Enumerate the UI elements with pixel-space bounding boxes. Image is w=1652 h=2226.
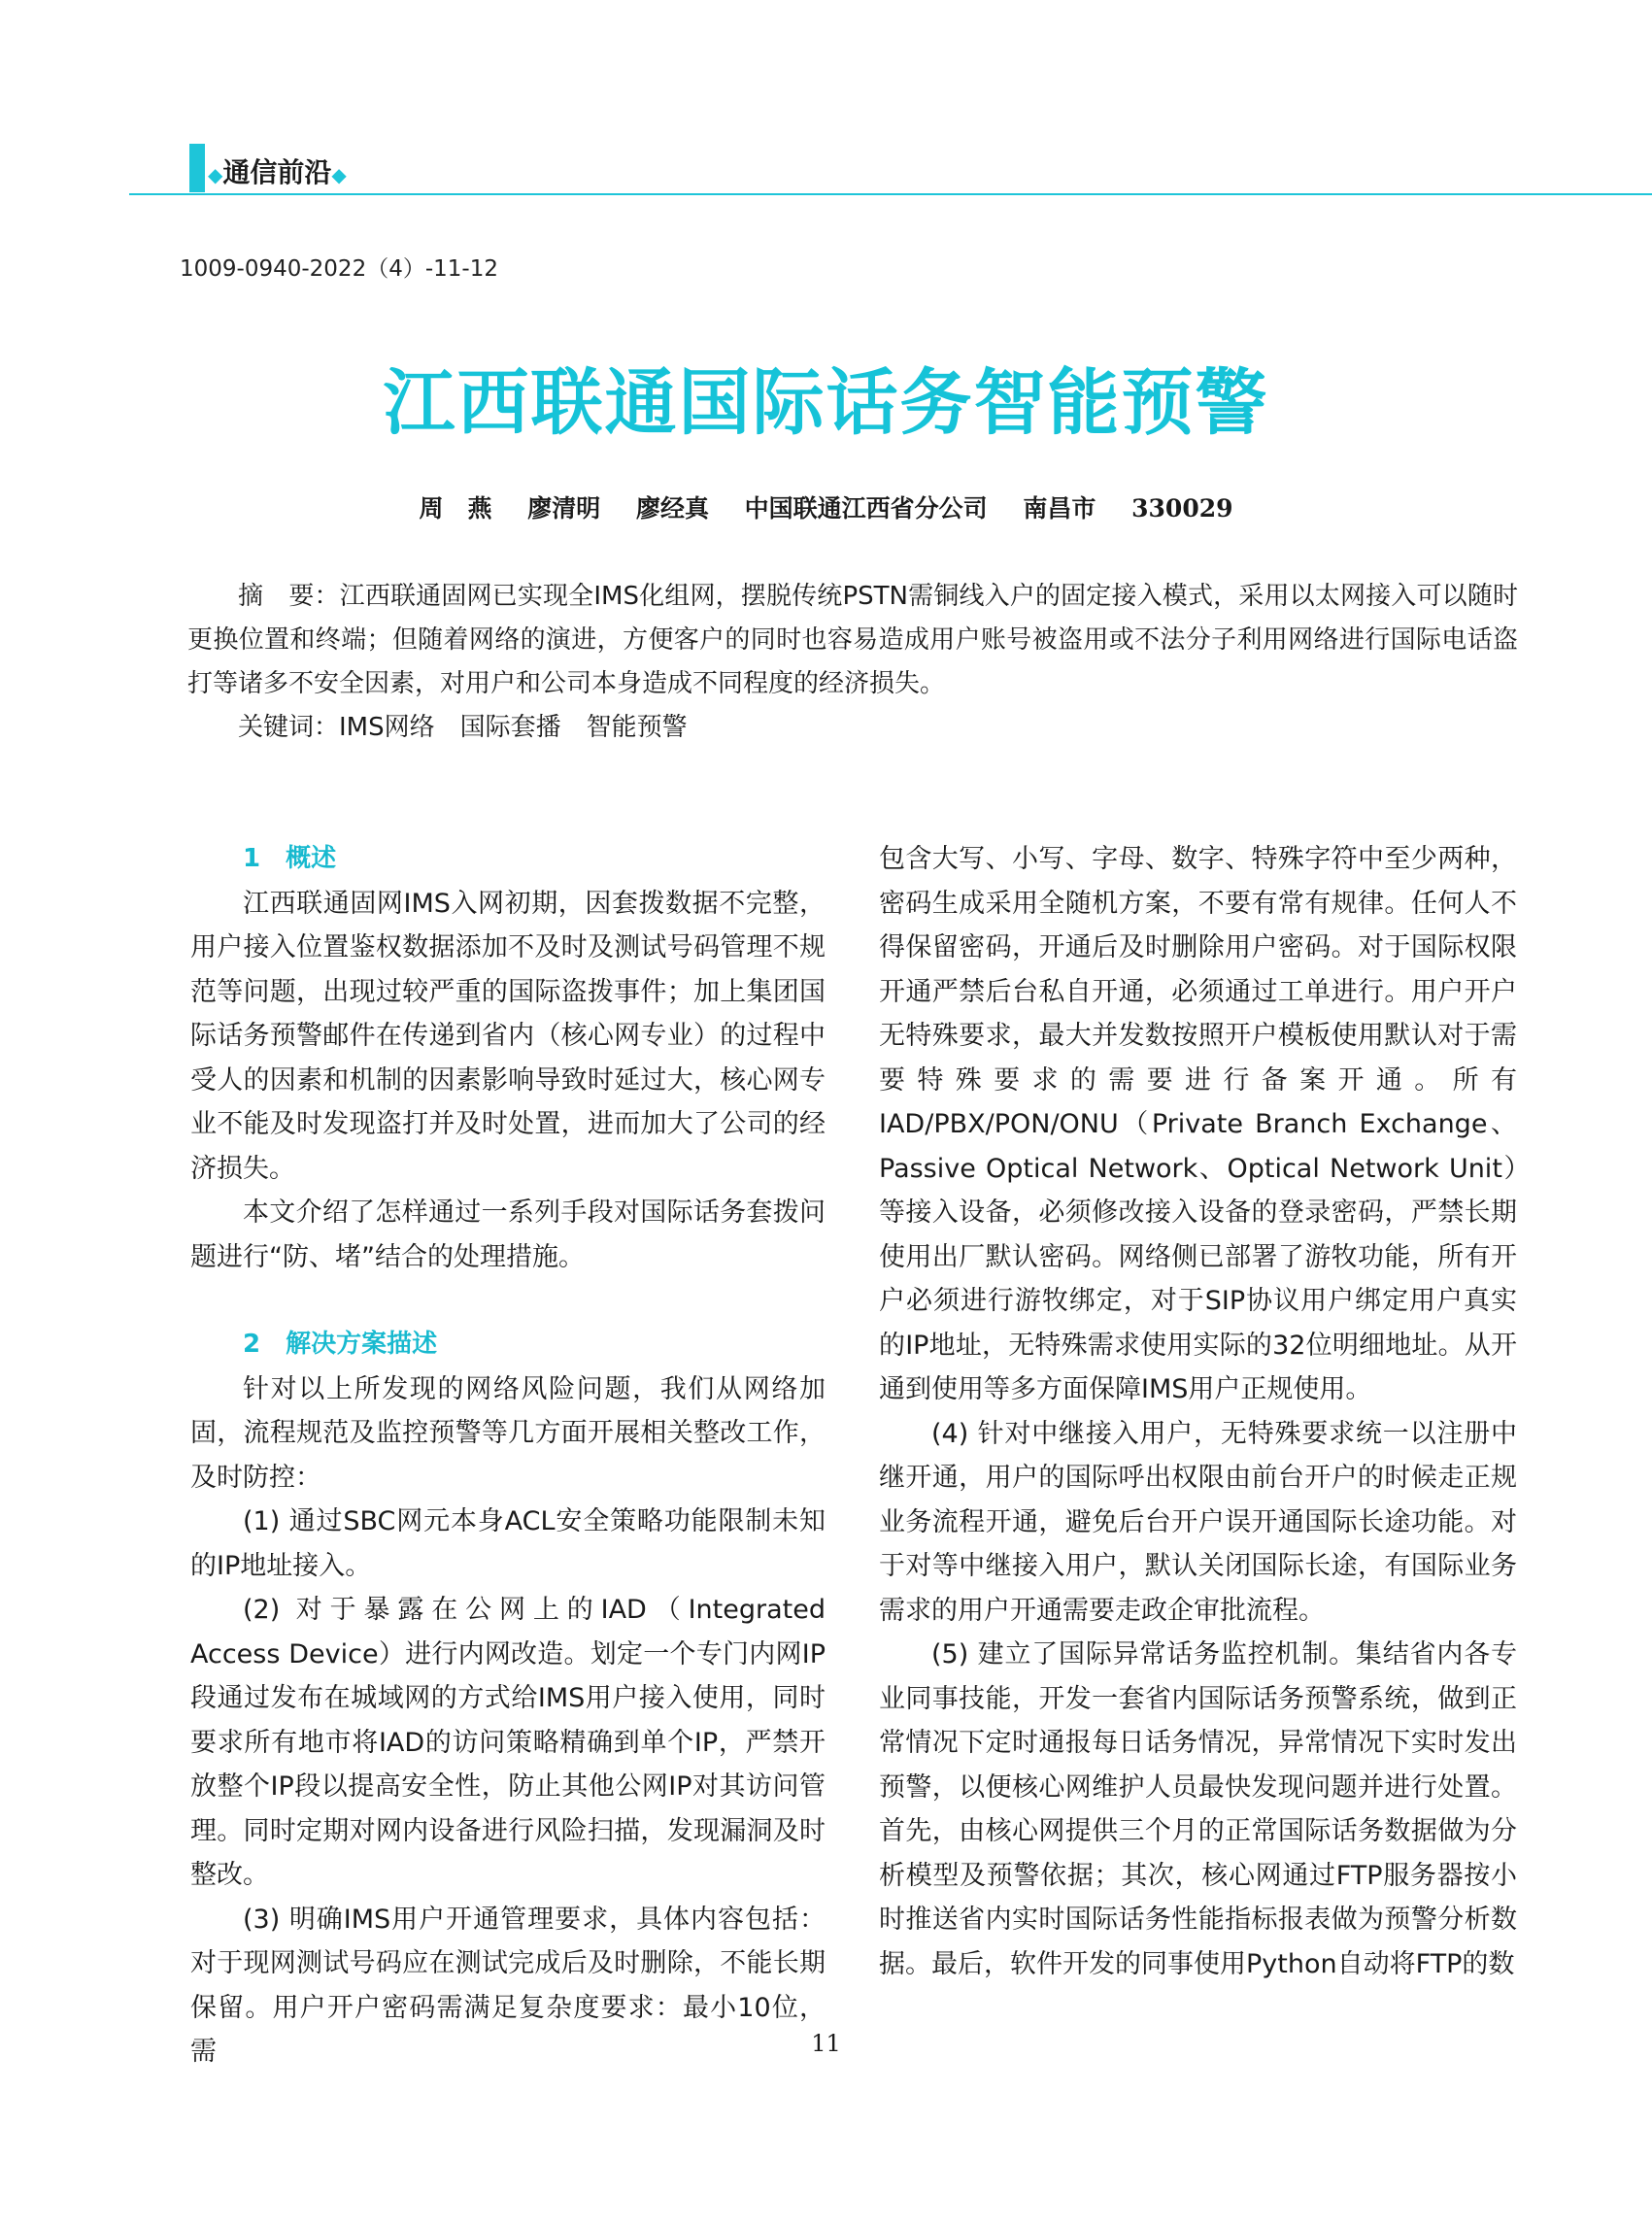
section-label xyxy=(208,152,347,190)
page-number: 11 xyxy=(811,2030,841,2057)
right-column xyxy=(879,837,1517,1986)
abstract-text: 江西联通固网已实现全IMS化组网，摆脱传统PSTN需铜线入户的固定接入模式，采用以太网接入可以随时更换位置和终端；但随着网络的演进，方便客户的同时也容易造成用户账号被盗用或不法分子利用网络进行国际电话盗打等诸多不安全因素，对用户和公司本身造成不同程度的经济损失。 xyxy=(187,582,1518,698)
paragraph: 江西联通固网IMS入网初期，因套拨数据不完整，用户接入位置鉴权数据添加不及时及测试号码管理不规范等问题，出现过较严重的国际盗拨事件；加上集团国际话务预警邮件在传递到省内（核心网专业）的过程中受人的因素和机制的因素影响导致时延过大，核心网专业不能及时发现盗打并及时处置，进而加大了公司的经济损失。 xyxy=(190,888,826,1184)
paragraph: 本文介绍了怎样通过一系列手段对国际话务套拨问题进行“防、堵”结合的处理措施。 xyxy=(190,1197,826,1272)
author-name: 廖经真 xyxy=(635,494,709,523)
postal-code: 330029 xyxy=(1131,494,1233,523)
section-heading: 1 概述 xyxy=(243,844,337,873)
section-heading: 2 解决方案描述 xyxy=(243,1330,438,1359)
section-label-text: 通信前沿 xyxy=(222,156,332,188)
paragraph: 包含大写、小写、字母、数字、特殊字符中至少两种，密码生成采用全随机方案，不要有常有规律。任何人不得保留密码，开通后及时删除用户密码。对于国际权限开通严禁后台私自开通，必须通过工单进行。用户开户无特殊要求，最大并发数按照开户模板使用默认对于需要特殊要求的需要进行备案开通。所有IAD/PBX/PON/ONU（Private Branch Exchange、Passive Optical Network、Optical Network Unit）等接入设备，必须修改接入设备的登录密码，严禁长期使用出厂默认密码。网络侧已部署了游牧功能，所有开户必须进行游牧绑定，对于SIP协议用户绑定用户真实的IP地址，无特殊需求使用实际的32位明细地址。从开通到使用等多方面保障IMS用户正规使用。 xyxy=(879,844,1517,1404)
abstract xyxy=(187,575,1518,706)
author-line xyxy=(0,489,1652,524)
paragraph: (2) 对于暴露在公网上的IAD（Integrated Access Device）进行内网改造。划定一个专门内网IP段通过发布在城域网的方式给IMS用户接入使用，同时要求所有地市将IAD的访问策略精确到单个IP，严禁开放整个IP段以提高安全性，防止其他公网IP对其访问管理。同时定期对网内设备进行风险扫描，发现漏洞及时整改。 xyxy=(190,1595,826,1890)
keywords-text: IMS网络 国际套播 智能预警 xyxy=(339,713,688,742)
affiliation: 中国联通江西省分公司 xyxy=(744,494,988,523)
abstract-block xyxy=(187,575,1518,750)
document-code: 1009-0940-2022（4）-11-12 xyxy=(180,256,498,282)
article-title: 江西联通国际话务智能预警 xyxy=(383,361,1269,445)
author-name: 周 燕 xyxy=(419,494,492,523)
diamond-left-icon: ◆ xyxy=(208,163,223,186)
header-accent-bar xyxy=(189,144,205,192)
city: 南昌市 xyxy=(1023,494,1096,523)
header-rule xyxy=(129,193,1652,195)
author-name: 廖清明 xyxy=(527,494,601,523)
keywords-label: 关键词： xyxy=(238,713,340,742)
paragraph: (5) 建立了国际异常话务监控机制。集结省内各专业同事技能，开发一套省内国际话务预警系统，做到正常情况下定时通报每日话务情况，异常情况下实时发出预警，以便核心网维护人员最快发现问题并进行处置。首先，由核心网提供三个月的正常国际话务数据做为分析模型及预警依据；其次，核心网通过FTP服务器按小时推送省内实时国际话务性能指标报表做为预警分析数据。最后，软件开发的同事使用Python自动将FTP的数 xyxy=(879,1639,1517,1979)
keywords xyxy=(187,706,1518,750)
left-column xyxy=(190,837,826,2074)
abstract-label: 摘 要： xyxy=(238,582,340,611)
paragraph: (3) 明确IMS用户开通管理要求，具体内容包括：对于现网测试号码应在测试完成后及时删除，不能长期保留。用户开户密码需满足复杂度要求：最小10位，需 xyxy=(190,1904,826,2067)
diamond-right-icon: ◆ xyxy=(331,163,347,186)
paragraph: (4) 针对中继接入用户，无特殊要求统一以注册中继开通，用户的国际呼出权限由前台开户的时候走正规业务流程开通，避免后台开户误开通国际长途功能。对于对等中继接入用户，默认关闭国际长途，有国际业务需求的用户开通需要走政企审批流程。 xyxy=(879,1418,1517,1626)
paragraph: (1) 通过SBC网元本身ACL安全策略功能限制未知的IP地址接入。 xyxy=(190,1506,826,1581)
paragraph: 针对以上所发现的网络风险问题，我们从网络加固，流程规范及监控预警等几方面开展相关整改工作，及时防控： xyxy=(190,1373,826,1493)
